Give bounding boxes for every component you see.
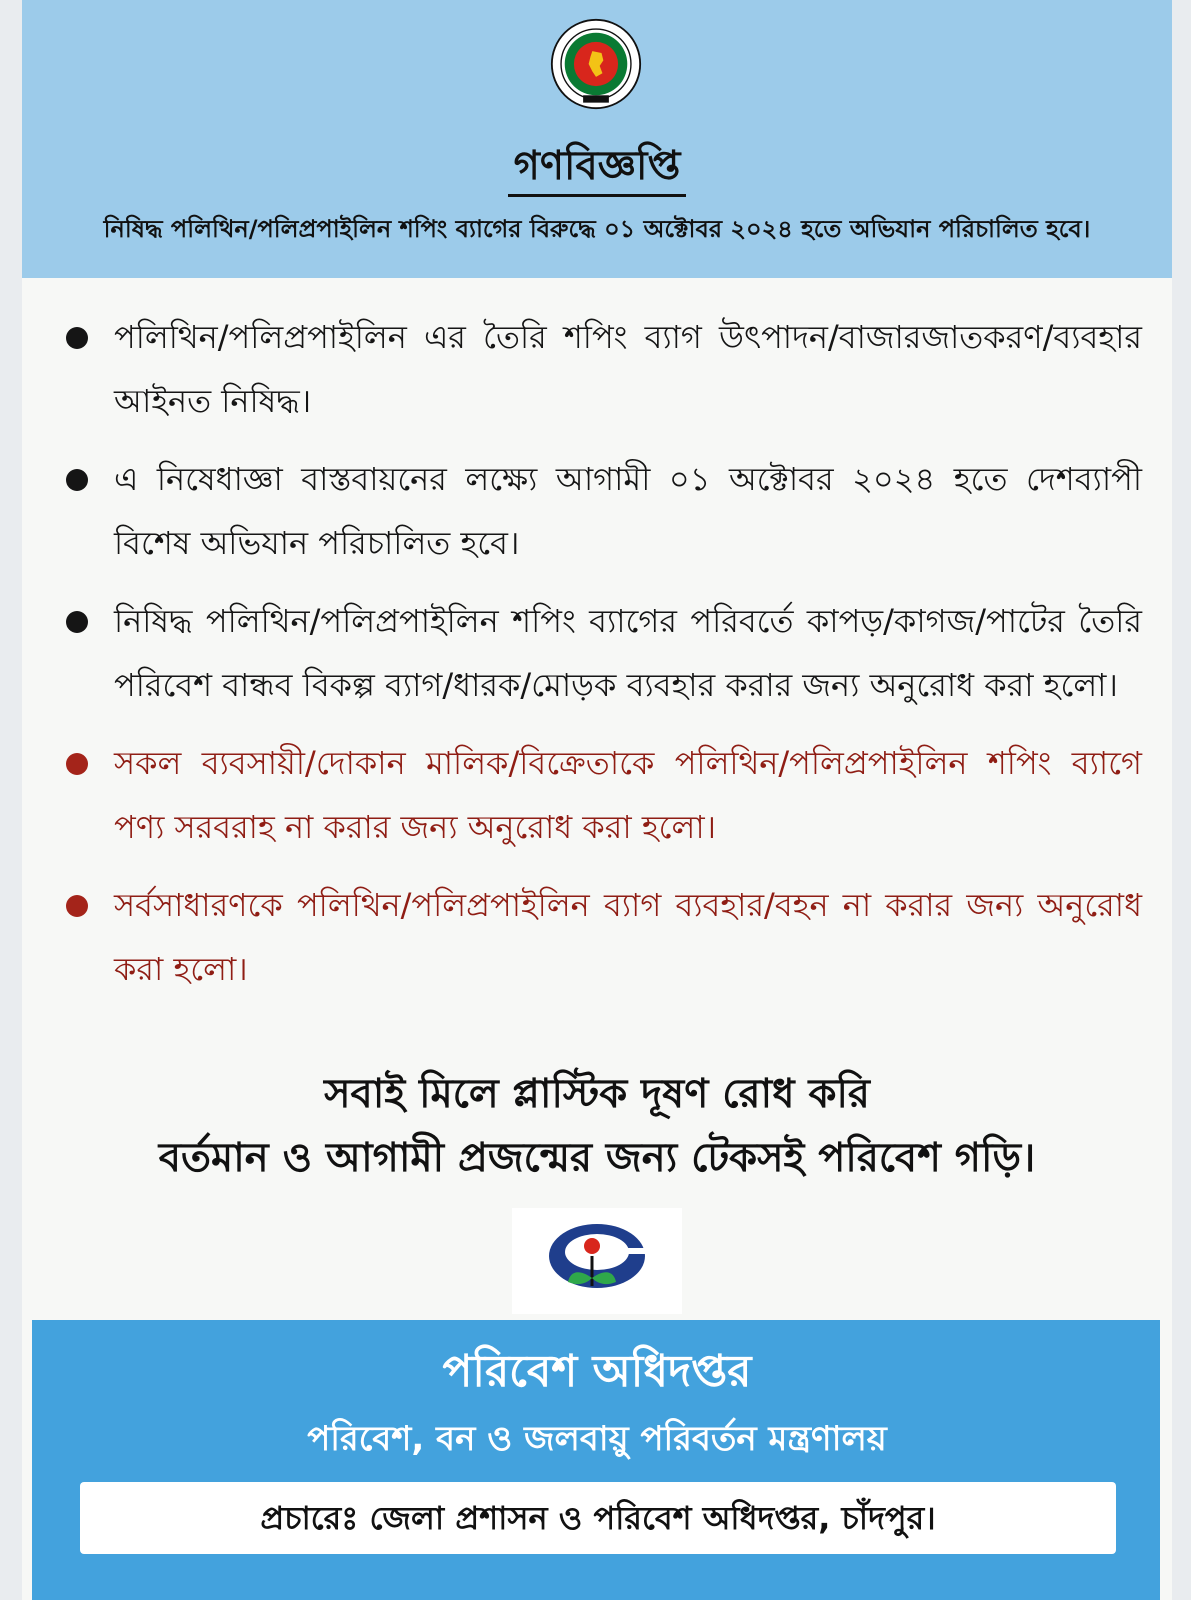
bullet-item [62, 589, 1142, 717]
bullet-dot-icon [66, 895, 88, 917]
bullet-text: সর্বসাধারণকে পলিথিন/পলিপ্রপাইলিন ব্যাগ ব্যবহার/বহন না করার জন্য অনুরোধ করা হলো। [114, 886, 1142, 988]
notice-body [62, 305, 1142, 1015]
publicity-line: প্রচারেঃ জেলা প্রশাসন ও পরিবেশ অধিদপ্তর, চাঁদপুর। [80, 1482, 1116, 1554]
department-name: পরিবেশ অধিদপ্তর [442, 1346, 752, 1397]
slogan-line-2: বর্তমান ও আগামী প্রজন্মের জন্য টেকসই পরিবেশ গড়ি। [158, 1135, 1036, 1181]
ministry-name: পরিবেশ, বন ও জলবায়ু পরিবর্তন মন্ত্রণালয় [307, 1419, 887, 1459]
bullet-dot-icon [66, 469, 88, 491]
bullet-item-red [62, 873, 1142, 1001]
notice-sheet [22, 0, 1172, 1600]
notice-subtitle: নিষিদ্ধ পলিথিন/পলিপ্রপাইলিন শপিং ব্যাগের বিরুদ্ধে ০১ অক্টোবর ২০২৪ হতে অভিযান পরিচালিত হবে। [103, 215, 1091, 243]
slogan [22, 1062, 1172, 1190]
notice-title: গণবিজ্ঞপ্তি [508, 140, 687, 197]
logo-box [512, 1208, 682, 1314]
title-wrap [22, 140, 1172, 197]
bullet-item-red [62, 731, 1142, 859]
department-of-environment-logo-icon [512, 1208, 682, 1314]
bullet-dot-icon [66, 611, 88, 633]
government-seal-icon [550, 18, 642, 110]
bullet-text: নিষিদ্ধ পলিথিন/পলিপ্রপাইলিন শপিং ব্যাগের পরিবর্তে কাপড়/কাগজ/পাটের তৈরি পরিবেশ বান্ধব বিকল্প ব্যাগ/ধারক/মোড়ক ব্যবহার করার জন্য অনুরোধ করা হলো। [114, 602, 1142, 704]
bullet-item [62, 447, 1142, 575]
bullet-text: এ নিষেধাজ্ঞা বাস্তবায়নের লক্ষ্যে আগামী ০১ অক্টোবর ২০২৪ হতে দেশব্যাপী বিশেষ অভিযান পরিচালিত হবে। [114, 460, 1142, 562]
bullet-text: পলিথিন/পলিপ্রপাইলিন এর তৈরি শপিং ব্যাগ উৎপাদন/বাজারজাতকরণ/ব্যবহার আইনত নিষিদ্ধ। [114, 318, 1142, 420]
slogan-line-1: সবাই মিলে প্লাস্টিক দূষণ রোধ করি [324, 1071, 870, 1117]
bullet-dot-icon [66, 327, 88, 349]
bullet-dot-icon [66, 753, 88, 775]
bullet-item [62, 305, 1142, 433]
bullet-text: সকল ব্যবসায়ী/দোকান মালিক/বিক্রেতাকে পলিথিন/পলিপ্রপাইলিন শপিং ব্যাগে পণ্য সরবরাহ না করার জন্য অনুরোধ করা হলো। [114, 744, 1142, 846]
